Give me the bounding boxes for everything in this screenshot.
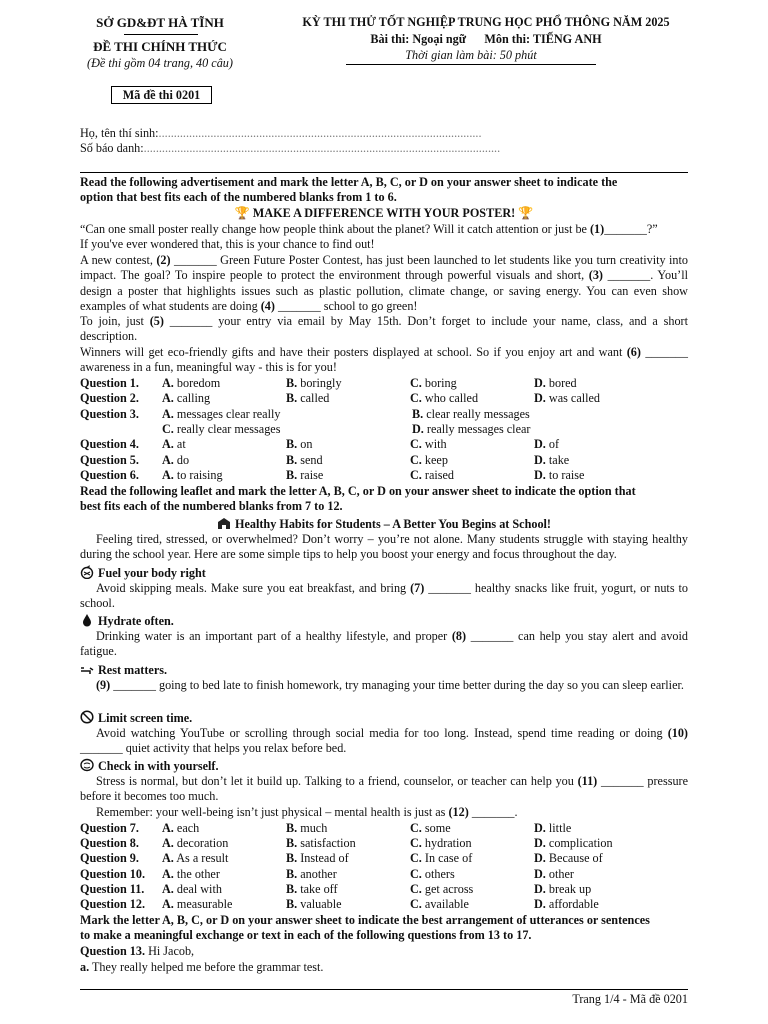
section3-instruction: to make a meaningful exchange or text in each of the following questions from 13 to 17. <box>80 928 532 942</box>
question-row: Question 4. A. at B. on C. with D. of <box>80 437 560 451</box>
divider <box>346 64 596 65</box>
tip-text: Remember: your well-being isn’t just physical – mental health is just as (12) _______. <box>96 805 518 819</box>
leaflet-intro: Feeling tired, stressed, or overwhelmed? Don’t worry – you’re not alone. Many students struggle with staying healthy during the school year. Here are some simple tips to help you boost your energy and focus throughout the day. <box>80 532 688 562</box>
candidate-name-field[interactable]: .......................................................................................................... <box>158 126 482 140</box>
tip-text: Stress is normal, but don’t let it build up. Talking to a friend, counselor, or teacher can help you (11) _______ pressure before it becomes too much. <box>80 774 689 804</box>
question-row: Question 6. A. to raising B. raise C. raised D. to raise <box>80 468 585 482</box>
candidate-id-row <box>80 141 560 156</box>
question-row: Question 7. A. each B. much C. some D. little <box>80 821 572 835</box>
water-drop-icon <box>80 613 94 627</box>
section1-instruction: option that best fits each of the numbered blanks from 1 to 6. <box>80 190 397 204</box>
tip-text: (9) _______ going to bed late to finish homework, try managing your time better during the day so you can sleep earlier. <box>96 678 684 692</box>
question-row: Question 10. A. the other B. another C. others D. other <box>80 867 574 881</box>
tip-text: Avoid skipping meals. Make sure you eat breakfast, and bring (7) _______ healthy snacks like fruit, yogurt, or nuts to school. <box>80 581 688 611</box>
candidate-id-label: Số báo danh: <box>80 141 144 155</box>
trophy-icon: 🏆 <box>234 206 250 220</box>
candidate-name-row <box>80 126 560 141</box>
time-limit: Thời gian làm bài: 50 phút <box>405 48 537 62</box>
advert-paragraph-1: “Can one small poster really change how people think about the planet? Will it catch attention or just be (1)_______?” If you've ever wondered that, this is your chance to find out! <box>80 222 658 252</box>
section1-instruction: Read the following advertisement and mark the letter A, B, C, or D on your answer sheet to indicate the <box>80 175 618 189</box>
official-exam-label: ĐỀ THI CHÍNH THỨC <box>93 39 227 54</box>
exam-title: KỲ THI THỬ TỐT NGHIỆP TRUNG HỌC PHỔ THÔNG NĂM 2025 <box>302 15 670 29</box>
tip-heading: Rest matters. <box>80 662 688 678</box>
question-row: Question 12. A. measurable B. valuable C. available D. affordable <box>80 897 599 911</box>
mind-icon <box>80 758 94 772</box>
tip-heading: Check in with yourself. <box>80 758 688 774</box>
advert-paragraph-4: Winners will get eco-friendly gifts and have their posters displayed at school. So if you enjoy art and want (6) _______ awareness in a fun, meaningful way - this is for you! <box>80 345 688 375</box>
school-icon <box>217 516 231 530</box>
advert-title: 🏆 MAKE A DIFFERENCE WITH YOUR POSTER! 🏆 <box>234 206 534 220</box>
candidate-id-field[interactable]: ..................................................................................................................... <box>143 141 501 155</box>
question-13-item-a: a. They really helped me before the grammar test. <box>80 960 324 974</box>
question-13: Question 13. Hi Jacob, <box>80 944 195 958</box>
question-row: Question 11. A. deal with B. take off C. get across D. break up <box>80 882 592 896</box>
question-row: Question 5. A. do B. send C. keep D. take <box>80 453 570 467</box>
no-screen-icon <box>80 710 94 724</box>
exam-code-box: Mã đề thi 0201 <box>111 86 212 104</box>
question-row: Question 1. A. boredom B. boringly C. boring D. bored <box>80 376 577 390</box>
tip-heading: Fuel your body right <box>80 565 688 581</box>
divider <box>124 34 198 35</box>
tip-text: Drinking water is an important part of a healthy lifestyle, and proper (8) _______ can help you stay alert and avoid fatigue. <box>80 629 689 659</box>
tip-text: Avoid watching YouTube or scrolling through social media for too long. Instead, spend time reading or doing (10) _______ quiet activity that helps you relax before bed. <box>80 726 688 756</box>
question-row: Question 2. A. calling B. called C. who called D. was called <box>80 391 601 405</box>
page-count-note: (Đề thi gồm 04 trang, 40 câu) <box>87 56 233 70</box>
question-row: Question 9. A. As a result B. Instead of C. In case of D. Because of <box>80 851 603 865</box>
divider <box>80 172 688 173</box>
question-row: Question 3. A. messages clear really B. clear really messages <box>80 407 530 421</box>
sleep-icon <box>80 662 94 676</box>
candidate-name-label: Họ, tên thí sinh: <box>80 126 159 140</box>
advert-paragraph-2: A new contest, (2) _______ Green Future Poster Contest, has just been launched to let students like you turn creativity into impact. The goal? To inspire people to protect the environment through powerful visuals and short, (3) _______. You’ll design a poster that highlights issues such as plastic pollution, climate change, or saving energy. You can even show examples of what students are doing (4) _______ school to go green! <box>80 253 688 314</box>
section2-instruction: Read the following leaflet and mark the letter A, B, C, or D on your answer sheet to indicate the option that <box>80 484 636 498</box>
advert-paragraph-3: To join, just (5) _______ your entry via email by May 15th. Don’t forget to include your name, class, and a short description. <box>80 314 688 344</box>
section2-instruction: best fits each of the numbered blanks from 7 to 12. <box>80 499 343 513</box>
footer-divider <box>80 989 688 990</box>
question-row: Question 8. A. decoration B. satisfaction C. hydration D. complication <box>80 836 613 850</box>
leaflet-title: Healthy Habits for Students – A Better You Begins at School! <box>80 516 688 532</box>
apple-icon <box>80 565 94 579</box>
trophy-icon: 🏆 <box>518 206 534 220</box>
page-footer: Trang 1/4 - Mã đề 0201 <box>572 992 688 1006</box>
subject-line: Bài thi: Ngoại ngữ Môn thi: TIẾNG ANH <box>370 32 602 46</box>
tip-heading: Limit screen time. <box>80 710 688 726</box>
department-name: SỞ GD&ĐT HÀ TĨNH <box>96 15 224 30</box>
section3-instruction: Mark the letter A, B, C, or D on your answer sheet to indicate the best arrangement of utterances or sentences <box>80 913 650 927</box>
tip-heading: Hydrate often. <box>80 613 688 629</box>
question-row: C. really clear messages D. really messages clear <box>162 422 531 436</box>
